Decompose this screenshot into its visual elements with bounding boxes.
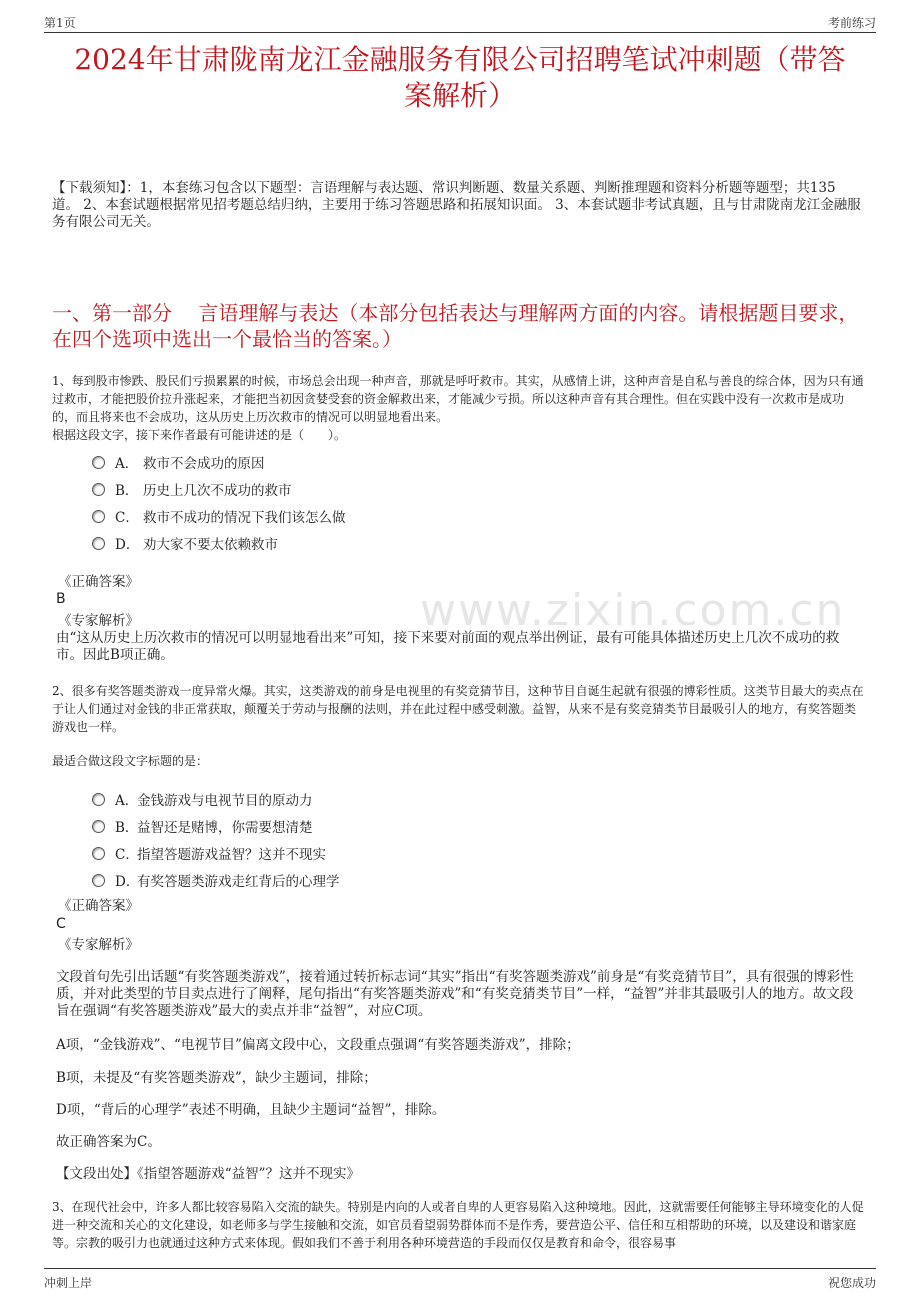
analysis-conclusion: 故正确答案为C。 xyxy=(56,1134,161,1150)
q1-option-b[interactable]: B． 历史上几次不成功的救市 xyxy=(92,479,292,499)
analysis-paragraph-1: 文段首句先引出话题“有奖答题类游戏”，接着通过转折标志词“其实”指出“有奖答题类游戏”前身是“有奖竞猜节目”，具有很强的博彩性质，并对此类型的节目卖点进行了阐释，尾句指出“有奖答题类游戏”和“有奖竞猜类节目”一样，“益智”并非其最吸引人的地方。故文段旨在强调“有奖答题类游戏”最大的卖点并非“益智”，对应C项。 xyxy=(56,969,854,1019)
q1-option-d[interactable]: D． 劝大家不要太依赖救市 xyxy=(92,533,278,553)
radio-icon[interactable] xyxy=(92,793,105,806)
q1-option-a[interactable]: A． 救市不会成功的原因 xyxy=(92,452,265,472)
question-stem: 1、每到股市惨跌、股民们亏损累累的时候，市场总会出现一种声音，那就是呼吁救市。其实，从感情上讲，这种声音是自私与善良的综合体，因为只有通过救市，才能把股价拉升涨起来，才能把当初因贪婪受套的资金解救出来，才能减少亏损。所以这种声音有其合理性。但在实践中没有一次救市是成功的，而且将来也不会成功，这从历史上历次救市的情况可以明显地看出来。 xyxy=(52,374,864,424)
question-ask: 根据这段文字，接下来作者最有可能讲述的是（ ）。 xyxy=(52,428,347,442)
page-footer xyxy=(44,1268,876,1293)
q2-option-c[interactable]: C． 指望答题游戏益智？这并不现实 xyxy=(92,843,326,863)
question-stem: 2、很多有奖答题类游戏一度异常火爆。其实，这类游戏的前身是电视里的有奖竞猜节目，这种节目自诞生起就有很强的博彩性质。这类节目最大的卖点在于让人们通过对金钱的非正常获取，颠覆关于劳动与报酬的法则，并在此过程中感受刺激。益智，从来不是有奖竞猜类节目最吸引人的地方，有奖答题类游戏也一样。 xyxy=(52,684,864,734)
footer-right: 祝您成功 xyxy=(827,1276,876,1290)
analysis-label: 《专家解析》 xyxy=(58,613,139,629)
q2-option-a[interactable]: A． 金钱游戏与电视节目的原动力 xyxy=(92,789,313,809)
question-2-stem xyxy=(52,682,864,736)
question-ask: 最适合做这段文字标题的是： xyxy=(52,754,209,768)
analysis-label: 《专家解析》 xyxy=(58,937,139,953)
q2-option-b[interactable]: B． 益智还是赌博，你需要想清楚 xyxy=(92,816,313,836)
source-citation: 【文段出处】《指望答题游戏“益智”？这并不现实》 xyxy=(56,1166,361,1182)
document-title xyxy=(50,42,870,114)
radio-icon[interactable] xyxy=(92,537,105,550)
radio-icon[interactable] xyxy=(92,847,105,860)
q2-option-d[interactable]: D． 有奖答题类游戏走红背后的心理学 xyxy=(92,870,340,890)
question-3-stem xyxy=(52,1198,864,1252)
answer-value: B xyxy=(56,591,66,607)
radio-icon[interactable] xyxy=(92,456,105,469)
analysis-paragraph-2: A项，“金钱游戏”、“电视节目”偏离文段中心，文段重点强调“有奖答题类游戏”，排除； xyxy=(56,1037,580,1053)
header-label: 考前练习 xyxy=(827,16,876,30)
section-heading: 一、第一部分 言语理解与表达（本部分包括表达与理解两方面的内容。请根据题目要求，在四个选项中选出一个最恰当的答案。） xyxy=(52,301,859,351)
question-1-stem xyxy=(52,372,864,444)
q1-option-c[interactable]: C． 救市不成功的情况下我们该怎么做 xyxy=(92,506,346,526)
radio-icon[interactable] xyxy=(92,874,105,887)
watermark: www.zixin.com.cn xyxy=(420,585,846,636)
answer-value: C xyxy=(56,916,66,932)
title-line-2: 案解析） xyxy=(403,79,516,112)
answer-label: 《正确答案》 xyxy=(58,898,139,914)
question-stem: 3、在现代社会中，许多人都比较容易陷入交流的缺失。特别是内向的人或者自卑的人更容易陷入这种境地。因此，这就需要任何能够主导环境变化的人促进一种交流和关心的文化建设，如老师多与学生接触和交流，如官员看望弱势群体而不是作秀，要营造公平、信任和互相帮助的环境，以及建设和谐家庭等。宗教的吸引力也就通过这种方式来体现。假如我们不善于利用各种环境营造的手段而仅仅是教育和命令，很容易事 xyxy=(52,1200,864,1250)
question-2-ask xyxy=(52,752,864,770)
title-line-1: 2024年甘肃陇南龙江金融服务有限公司招聘笔试冲刺题（带答 xyxy=(74,43,846,76)
download-notice: 【下载须知】：1，本套练习包含以下题型：言语理解与表达题、常识判断题、数量关系题、判断推理题和资料分析题等题型；共135道。 2、本套试题根据常见招考题总结归纳，主要用于练习答题思路和拓展知识面。 3、本套试题非考试真题，且与甘肃陇南龙江金融服务有限公司无关。 xyxy=(52,180,861,230)
footer-left: 冲刺上岸 xyxy=(44,1276,93,1290)
radio-icon[interactable] xyxy=(92,510,105,523)
page-header xyxy=(44,10,876,33)
page-number: 第1页 xyxy=(44,16,76,30)
analysis-text: 由“这从历史上历次救市的情况可以明显地看出来”可知，接下来要对前面的观点举出例证，最有可能具体描述历史上几次不成功的救市。因此B项正确。 xyxy=(56,630,840,663)
radio-icon[interactable] xyxy=(92,483,105,496)
answer-label: 《正确答案》 xyxy=(58,574,139,590)
radio-icon[interactable] xyxy=(92,820,105,833)
analysis-paragraph-3: B项，未提及“有奖答题类游戏”，缺少主题词，排除； xyxy=(56,1070,377,1086)
analysis-paragraph-4: D项，“背后的心理学”表述不明确，且缺少主题词“益智”，排除。 xyxy=(56,1102,446,1118)
